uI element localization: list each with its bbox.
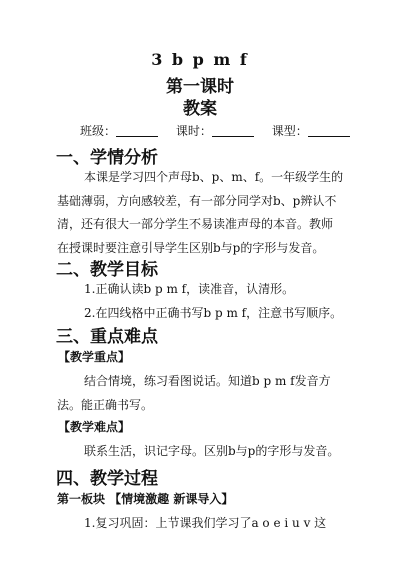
doc-type-title: 教案 [183, 99, 217, 119]
section-heading-key-points: 三、重点难点 [56, 327, 158, 347]
analysis-line: 本课是学习四个声母b、p、m、f。一年级学生的 [84, 170, 344, 184]
info-row [80, 122, 364, 139]
block-label: 第一板块 【情境激趣 新课导入】 [57, 492, 234, 506]
difficulty-line: 联系生活，识记字母。区别b与p的字形与发音。 [84, 444, 340, 458]
key-points-line: 法。能正确书写。 [57, 398, 154, 412]
lesson-period: 第一课时 [166, 77, 234, 97]
key-points-label: 【教学重点】 [58, 350, 131, 364]
process-line: 1.复习巩固：上节课我们学习了a o e i u v 这 [84, 516, 327, 530]
objective-item: 2.在四线格中正确书写b p m f，注意书写顺序。 [84, 306, 343, 320]
objective-item: 1.正确认读b p m f，读准音，认清形。 [84, 282, 295, 296]
section-heading-process: 四、教学过程 [56, 469, 158, 489]
section-heading-analysis: 一、学情分析 [56, 148, 158, 168]
lesson-title: 3 b p m f [151, 50, 249, 69]
analysis-line: 在授课时要注意引导学生区别b与p的字形与发音。 [57, 241, 325, 255]
class-label: 班级： [80, 124, 117, 138]
hours-blank [212, 124, 254, 137]
difficulty-label: 【教学难点】 [58, 420, 131, 434]
class-blank [116, 124, 158, 137]
hours-label: 课时： [175, 124, 212, 138]
section-heading-objectives: 二、教学目标 [56, 260, 158, 280]
analysis-line: 基础薄弱，方向感较差，有一部分同学对b、p辨认不 [57, 194, 337, 208]
type-blank [308, 124, 350, 137]
analysis-line: 清，还有很大一部分学生不易读准声母的本音。教师 [57, 217, 334, 231]
key-points-line: 结合情境，练习看图说话。知道b p m f发音方 [84, 374, 331, 388]
type-label: 课型： [271, 124, 308, 138]
